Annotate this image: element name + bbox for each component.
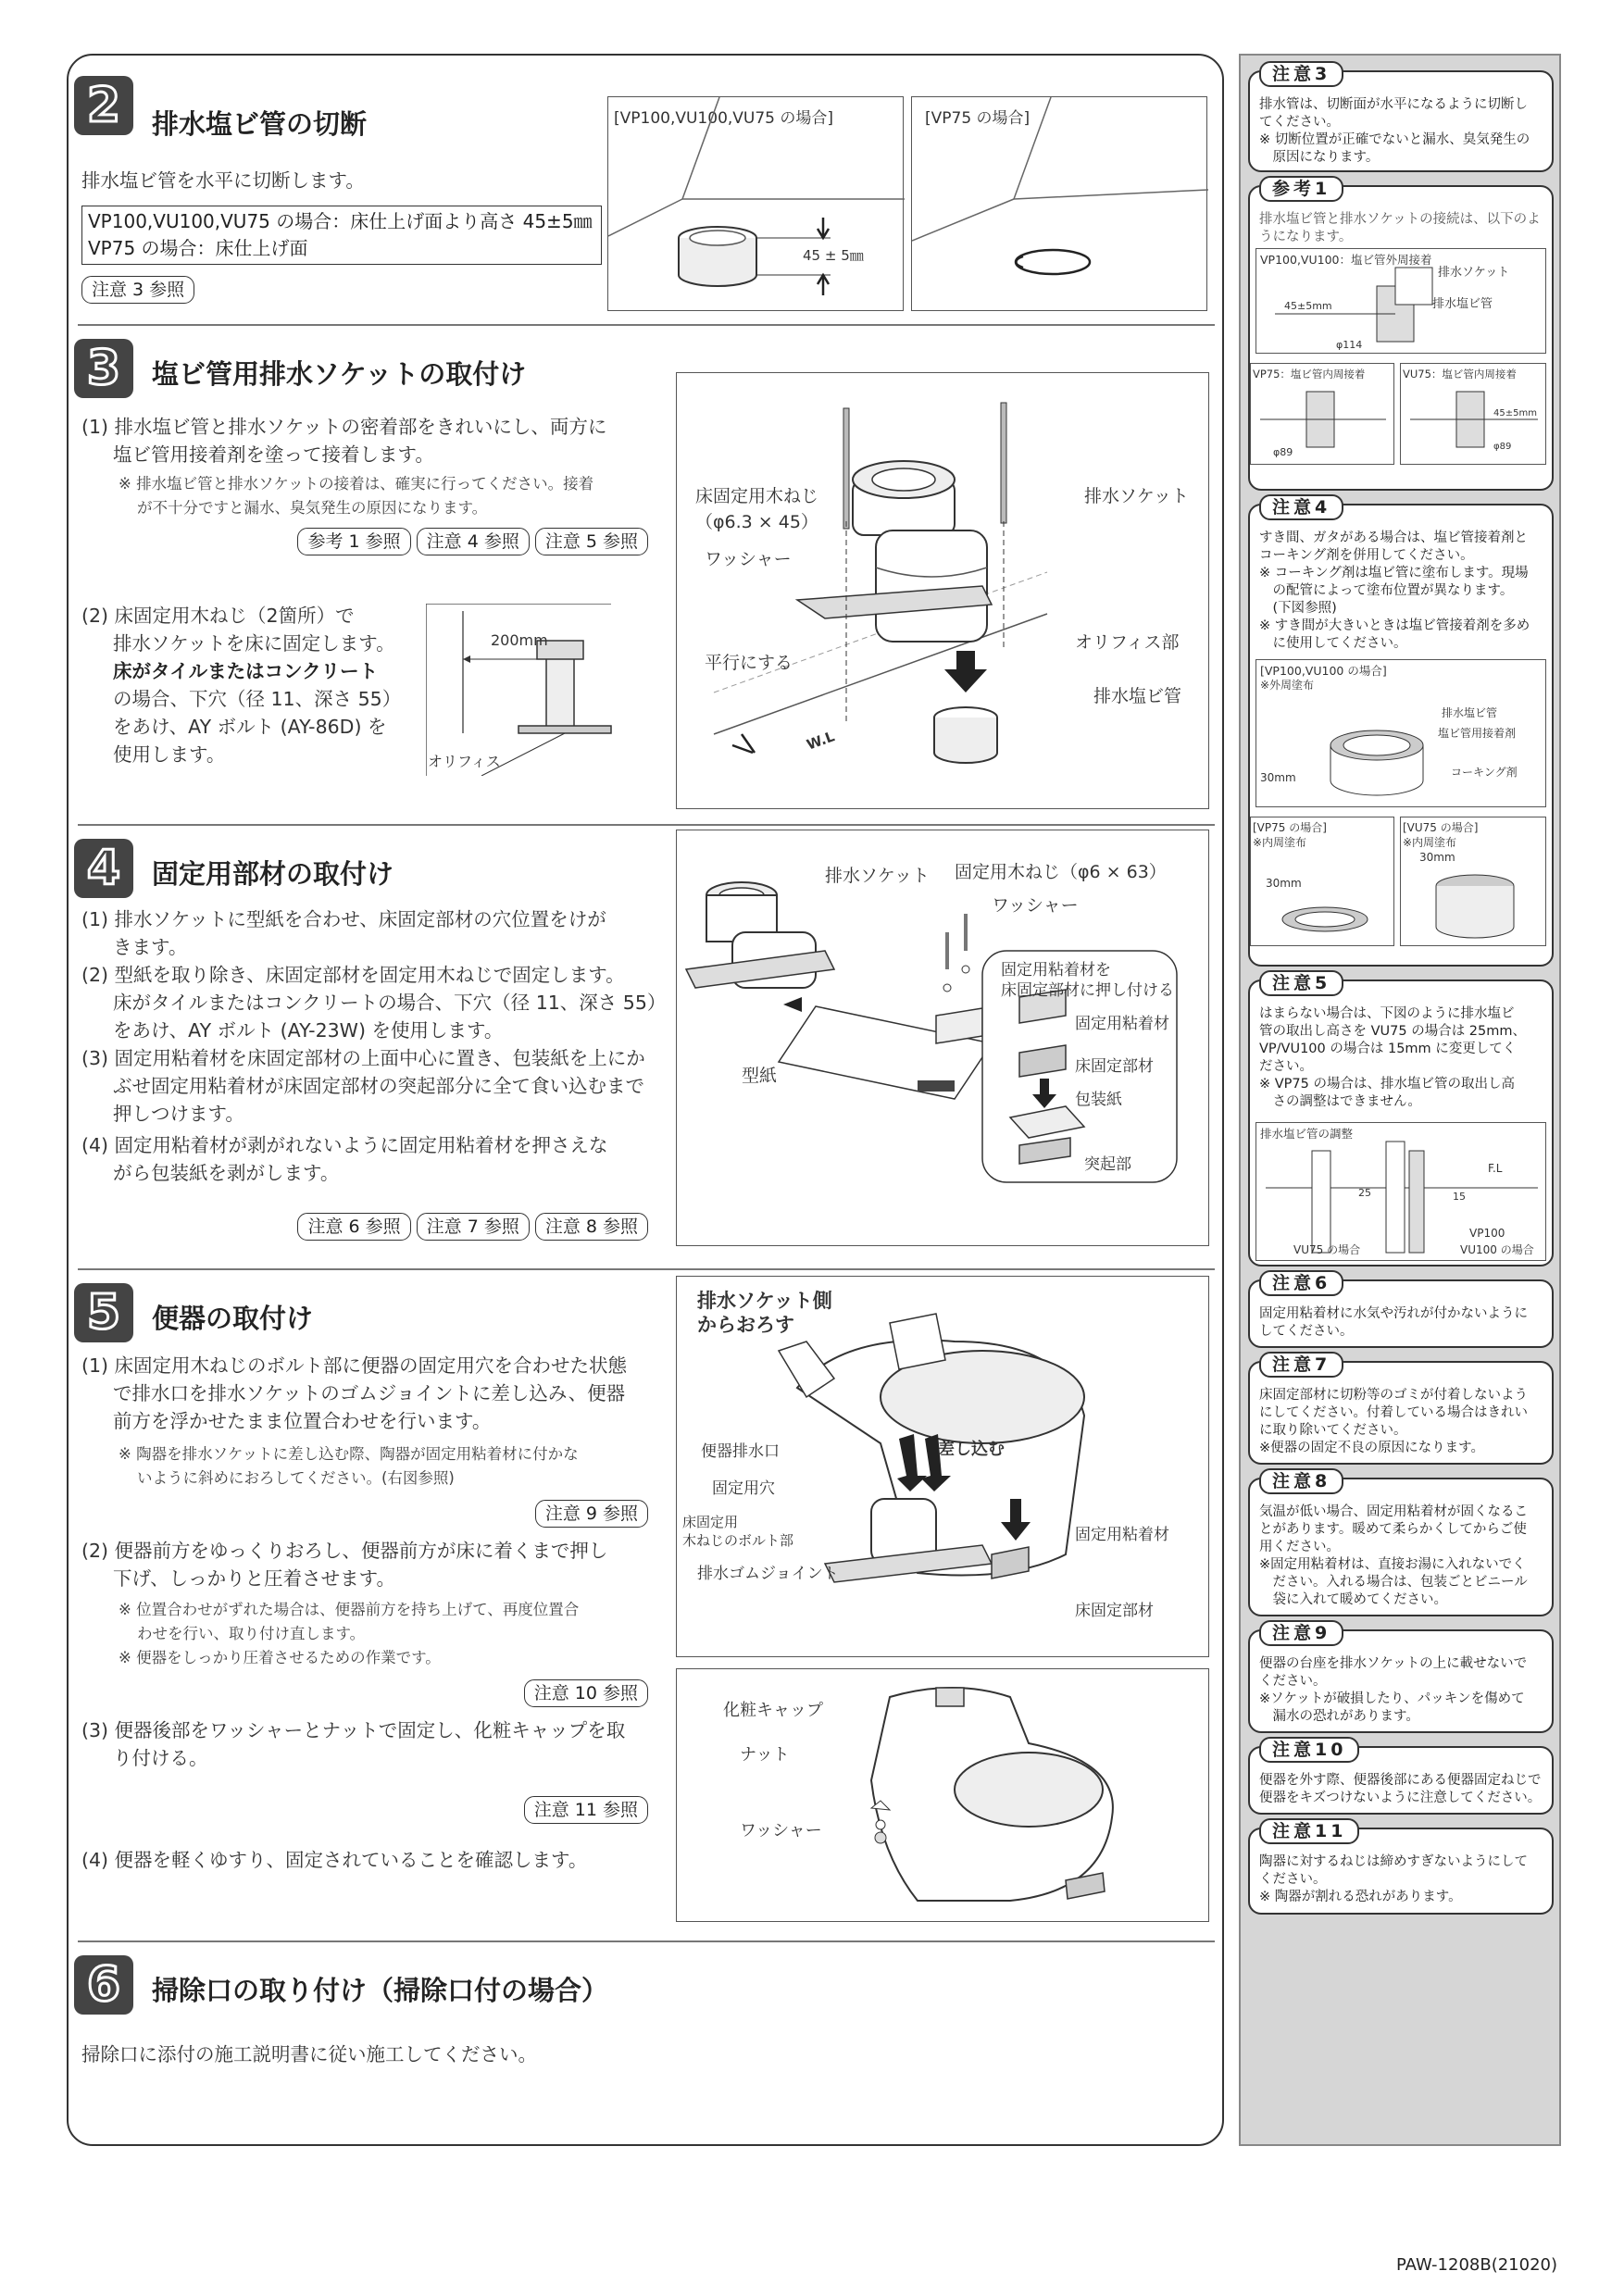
step-5-title: 便器の取付け <box>152 1303 314 1334</box>
step-2-title: 排水塩ビ管の切断 <box>152 108 368 140</box>
note-7 <box>1248 1354 1554 1465</box>
pipe-flush-illustration <box>912 97 1208 312</box>
dim-25-label: 25 <box>1358 1187 1371 1199</box>
note-line: ください。 <box>1259 1674 1327 1689</box>
step-2-diagram-vp75 <box>911 96 1207 311</box>
lower-from-socket-side-2: からおろす <box>697 1314 794 1336</box>
dim-15-label: 15 <box>1453 1191 1466 1203</box>
pipe-label: 排水塩ビ管 <box>1432 297 1493 311</box>
step-3-p2-line5: をあけ、AY ボルト (AY-86D) を <box>113 716 387 738</box>
diagram-label: [VP100,VU100,VU75 の場合] <box>614 109 834 128</box>
ref-note-9[interactable]: 注意 9 参照 <box>535 1500 648 1528</box>
fixing-hole-label: 固定用穴 <box>712 1479 775 1498</box>
note-line: コーキング剤を併用してください。 <box>1259 548 1474 563</box>
note-line: 排水管は、切断面が水平になるように切断し <box>1259 97 1528 112</box>
step-4-p2-line3: をあけ、AY ボルト (AY-23W) を使用します。 <box>113 1019 504 1042</box>
bump-label: 突起部 <box>1084 1155 1131 1174</box>
ref-note-8[interactable]: 注意 8 参照 <box>535 1213 648 1241</box>
note-line: 袋に入れて暖めてください。 <box>1259 1592 1447 1607</box>
wrapper-label: 包装紙 <box>1075 1091 1122 1109</box>
dim-label: 30mm <box>1260 771 1296 784</box>
step-3-p1-line2: 塩ビ管用接着剤を塗って接着します。 <box>113 443 434 466</box>
dim-label: 45±5mm <box>1493 408 1537 418</box>
diagram-label: [VU75 の場合] <box>1403 821 1479 834</box>
toilet-outlet-label: 便器排水口 <box>701 1442 780 1461</box>
step-6-text: 掃除口に添付の施工説明書に従い施工してください。 <box>81 2043 537 2065</box>
cut-height-label: 45 ± 5㎜ <box>803 247 864 264</box>
step-6-title: 掃除口の取り付け（掃除口付の場合） <box>152 1975 609 2006</box>
screw-size-label: （φ6.3 × 45） <box>695 512 818 532</box>
cap-label: 化粧キャップ <box>723 1701 823 1720</box>
note-line: ださい。入れる場合は、包装ごとビニール <box>1259 1575 1528 1590</box>
washer-label: ワッシャー <box>740 1821 822 1841</box>
note-line: ※ すき間が大きいときは塩ビ管接着剤を多め <box>1259 618 1530 633</box>
orifice-part-label: オリフィス部 <box>1075 632 1180 653</box>
step-5-p3-line2: り付ける。 <box>113 1747 208 1769</box>
document-code: PAW-1208B(21020) <box>1395 2255 1557 2275</box>
step-4-p4-line1: (4) 固定用粘着材が剥がれないように固定用粘着材を押さえな <box>81 1134 608 1156</box>
vu100-label: VU100 の場合 <box>1460 1243 1534 1256</box>
step-5-p1-note-line1: ※ 陶器を排水ソケットに差し込む際、陶器が固定用粘着材に付かな <box>119 1445 579 1463</box>
ref-note-7[interactable]: 注意 7 参照 <box>417 1213 530 1241</box>
step-3-badge: 3 <box>74 339 133 398</box>
note-8 <box>1248 1471 1554 1616</box>
note-line: にしてください。付着している場合はきれい <box>1259 1405 1528 1420</box>
note-4 <box>1248 497 1554 967</box>
note-line: 漏水の恐れがあります。 <box>1259 1709 1419 1724</box>
adhesive-label: 固定用粘着材 <box>1075 1526 1169 1544</box>
ref-1-tag: 参考1 <box>1259 176 1343 202</box>
step-4-p3-line3: 押しつけます。 <box>113 1103 244 1125</box>
ref-1-diagram-vp100 <box>1255 248 1546 354</box>
socket-installation-illustration <box>677 373 1210 810</box>
floor-level-label: F.L <box>1488 1162 1503 1175</box>
ref-ref-1[interactable]: 参考 1 参照 <box>297 528 410 555</box>
step-5-p1-note-line2: いように斜めにおろしてください。(右図参照) <box>137 1469 455 1487</box>
note-11 <box>1248 1821 1554 1915</box>
note-line: してください。 <box>1259 1324 1354 1339</box>
note-line: うになります。 <box>1259 230 1353 244</box>
dim-label: 45±5mm <box>1284 300 1332 312</box>
main-panel <box>67 54 1224 2146</box>
note-line: ※便器の固定不良の原因になります。 <box>1259 1441 1484 1455</box>
caulk-label: コーキング剤 <box>1451 766 1518 779</box>
note-6-tag: 注意6 <box>1259 1270 1343 1296</box>
template-label: 型紙 <box>742 1066 778 1086</box>
step-2-spec-line1: VP100,VU100,VU75 の場合：床仕上げ面より高さ 45±5㎜ <box>88 210 593 232</box>
step-3-orifice-diagram <box>426 604 630 776</box>
step-5-p1-line3: 前方を浮かせたまま位置合わせを行います。 <box>113 1410 492 1432</box>
step-4-badge: 4 <box>74 839 133 898</box>
step-2-diagram-vp100 <box>607 96 904 311</box>
note-line: に取り除いてください。 <box>1259 1423 1407 1438</box>
fixing-member-label: 床固定部材 <box>1075 1602 1154 1620</box>
note-9 <box>1248 1623 1554 1733</box>
step-2-intro: 排水塩ビ管を水平に切断します。 <box>81 169 365 192</box>
step-5-p1-line2: で排水口を排水ソケットのゴムジョイントに差し込み、便器 <box>113 1382 626 1404</box>
step-3-title: 塩ビ管用排水ソケットの取付け <box>152 358 527 390</box>
step-5-p3-line1: (3) 便器後部をワッシャーとナットで固定し、化粧キャップを取 <box>81 1719 626 1741</box>
diagram-label: [VP75 の場合] <box>925 109 1031 128</box>
adhesive-label: 固定用粘着材 <box>1075 1015 1169 1033</box>
lower-from-socket-side-1: 排水ソケット側 <box>697 1290 832 1312</box>
step-5-lowering-diagram <box>676 1276 1209 1657</box>
section-divider <box>78 1940 1215 1942</box>
socket-label: 排水ソケット <box>1438 266 1510 280</box>
diagram-label: 排水塩ビ管の調整 <box>1260 1127 1354 1141</box>
note-line: ださい。 <box>1259 1059 1313 1074</box>
note-line: すき間、ガタがある場合は、塩ビ管接着剤と <box>1259 530 1528 545</box>
note-line: 気温が低い場合、固定用粘着材が固くなるこ <box>1259 1504 1528 1519</box>
fixing-parts-illustration <box>677 830 1210 1247</box>
step-3-socket-diagram <box>676 372 1209 809</box>
diagram-label: VP75：塩ビ管内周接着 <box>1253 368 1366 381</box>
step-6-badge: 6 <box>74 1955 133 2015</box>
step-4-p1-line2: きます。 <box>113 936 188 958</box>
parallel-label: 平行にする <box>705 653 793 673</box>
step-4-refs <box>292 1213 648 1241</box>
section-divider <box>78 324 1215 326</box>
note-line: 便器をキズつけないように注意してください。 <box>1259 1791 1542 1805</box>
note-5-tag: 注意5 <box>1259 970 1343 996</box>
note-line: さの調整はできません。 <box>1259 1094 1421 1109</box>
water-level-label: W.L <box>804 728 837 754</box>
screw-label: 床固定用木ねじ <box>695 486 819 506</box>
step-5-p2-line1: (2) 便器前方をゆっくりおろし、便器前方が床に着くまで押し <box>81 1540 608 1562</box>
note-line: 管の取出し高さを VU75 の場合は 25mm、 <box>1259 1024 1527 1039</box>
step-5-p2-note2: ※ 便器をしっかり圧着させるための作業です。 <box>119 1649 441 1666</box>
pipe-label: 排水塩ビ管 <box>1442 706 1498 719</box>
diagram-label: VU75：塩ビ管内周接着 <box>1403 368 1517 381</box>
note-11-tag: 注意11 <box>1259 1818 1359 1844</box>
step-3-p2-line2: 排水ソケットを床に固定します。 <box>113 632 395 655</box>
diameter-label: φ89 <box>1493 442 1512 452</box>
diagram-sublabel: ※内周塗布 <box>1253 836 1307 849</box>
distance-label: 200mm <box>491 631 548 649</box>
note-6 <box>1248 1273 1554 1348</box>
step-4-p2-line2: 床がタイルまたはコンクリートの場合、下穴（径 11、深さ 55） <box>113 992 667 1014</box>
note-8-tag: 注意8 <box>1259 1468 1343 1494</box>
notes-sidebar <box>1239 54 1561 2146</box>
rubber-joint-label: 排水ゴムジョイント <box>697 1565 839 1583</box>
step-3-p2-line6: 使用します。 <box>113 743 226 766</box>
step-4-p1-line1: (1) 排水ソケットに型紙を合わせ、床固定部材の穴位置をけが <box>81 908 606 930</box>
note-line: はまらない場合は、下図のように排水塩ビ <box>1259 1006 1515 1021</box>
step-3-p1-note-line2: が不十分ですと漏水、臭気発生の原因になります。 <box>137 499 488 517</box>
note-5 <box>1248 973 1554 1267</box>
diagram-label: [VP75 の場合] <box>1253 821 1327 834</box>
note-line: ※ 陶器が割れる恐れがあります。 <box>1259 1890 1462 1904</box>
note-line: 便器を外す際、便器後部にある便器固定ねじで <box>1259 1773 1542 1788</box>
note-line: てください。 <box>1259 115 1340 130</box>
diameter-label: φ114 <box>1336 339 1363 351</box>
ref-note-5[interactable]: 注意 5 参照 <box>535 528 648 555</box>
note-line: ※ VP75 の場合は、排水塩ビ管の取出し高 <box>1259 1077 1515 1092</box>
step-5-p2-line2: 下げ、しっかりと圧着させます。 <box>113 1567 396 1590</box>
step-5-ref-1 <box>530 1500 648 1528</box>
step-5-badge: 5 <box>74 1283 133 1342</box>
note-line: 排水塩ビ管と排水ソケットの接続は、以下のよ <box>1259 212 1541 227</box>
note-4-diagram-vp75 <box>1250 817 1394 946</box>
note-line: ※ソケットが破損したり、パッキンを傷めて <box>1259 1691 1525 1706</box>
ref-note-11[interactable]: 注意 11 参照 <box>524 1796 648 1824</box>
note-4-diagram-vu75 <box>1400 817 1546 946</box>
ref-1 <box>1248 179 1554 491</box>
note-line: の配管によって塗布位置が異なります。 <box>1259 583 1514 598</box>
socket-label: 排水ソケット <box>1084 486 1189 506</box>
insert-label: 差し込む <box>938 1440 1005 1459</box>
diameter-label: φ89 <box>1273 446 1293 458</box>
note-7-tag: 注意7 <box>1259 1352 1343 1378</box>
note-line: 用ください。 <box>1259 1540 1340 1554</box>
step-4-title: 固定用部材の取付け <box>152 858 394 890</box>
step-3-p2-line3: 床がタイルまたはコンクリート <box>113 660 379 682</box>
washer-label: ワッシャー <box>705 549 792 569</box>
note-line: 便器の台座を排水ソケットの上に載せないで <box>1259 1656 1528 1671</box>
note-3 <box>1248 64 1554 172</box>
diagram-sublabel: ※外周塗布 <box>1260 679 1315 692</box>
step-5-p2-note1-line1: ※ 位置合わせがずれた場合は、便器前方を持ち上げて、再度位置合 <box>119 1601 580 1618</box>
section-divider <box>78 1268 1215 1270</box>
step-5-cap-diagram <box>676 1668 1209 1922</box>
note-line: に使用してください。 <box>1259 636 1407 651</box>
note-line: 固定用粘着材に水気や汚れが付かないように <box>1259 1306 1528 1321</box>
note-line: ※ 切断位置が正確でないと漏水、臭気発生の <box>1259 132 1530 147</box>
note-line: ください。 <box>1259 1872 1327 1887</box>
dim-label: 30mm <box>1266 877 1302 890</box>
step-4-fixing-diagram <box>676 830 1209 1246</box>
step-2-refs <box>76 276 194 304</box>
note-line: 陶器に対するねじは締めすぎないようにして <box>1259 1854 1528 1869</box>
diagram-label: VP100,VU100：塩ビ管外周接着 <box>1260 253 1432 267</box>
note-9-tag: 注意9 <box>1259 1620 1343 1646</box>
glue-label: 塩ビ管用接着剤 <box>1438 727 1517 740</box>
step-5-ref-3 <box>518 1796 648 1824</box>
vu75-label: VU75 の場合 <box>1293 1243 1361 1256</box>
ref-note-10[interactable]: 注意 10 参照 <box>524 1679 648 1707</box>
note-4-tag: 注意4 <box>1259 494 1343 520</box>
nut-label: ナット <box>740 1745 790 1765</box>
press-label-1: 固定用粘着材を <box>1001 961 1111 980</box>
step-5-p4: (4) 便器を軽くゆすり、固定されていることを確認します。 <box>81 1849 588 1871</box>
diagram-label: [VP100,VU100 の場合] <box>1260 664 1387 678</box>
ref-1-diagram-vp75 <box>1250 363 1394 465</box>
step-3-p2-line1: (2) 床固定用木ねじ（2箇所）で <box>81 605 355 627</box>
ref-note-4[interactable]: 注意 4 参照 <box>417 528 530 555</box>
note-line: ※ コーキング剤は塩ビ管に塗布します。現場 <box>1259 566 1529 580</box>
ref-1-diagram-vu75 <box>1400 363 1546 465</box>
note-line: 床固定部材に切粉等のゴミが付着しないよう <box>1259 1388 1528 1403</box>
bolt-label-2: 木ねじのボルト部 <box>682 1532 794 1549</box>
step-2-badge: 2 <box>74 76 133 135</box>
step-4-p2-line1: (2) 型紙を取り除き、床固定部材を固定用木ねじで固定します。 <box>81 964 625 986</box>
pipe-cut-illustration <box>608 97 905 312</box>
step-2-spec-line2: VP75 の場合：床仕上げ面 <box>88 237 308 259</box>
step-2-spec-box <box>81 206 602 265</box>
socket-label: 排水ソケット <box>825 866 930 886</box>
pipe-label: 排水塩ビ管 <box>1093 686 1182 706</box>
section-divider <box>78 824 1215 826</box>
diagram-sublabel: ※内周塗布 <box>1403 836 1457 849</box>
inner-coating-illustration <box>1401 817 1547 947</box>
note-10 <box>1248 1740 1554 1815</box>
note-10-tag: 注意10 <box>1259 1737 1359 1763</box>
orifice-label: オリフィス <box>428 753 501 770</box>
step-5-ref-2 <box>518 1679 648 1707</box>
step-4-p3-line1: (3) 固定用粘着材を床固定部材の上面中心に置き、包装紙を上にか <box>81 1047 645 1069</box>
dim-label: 30mm <box>1419 851 1455 864</box>
step-5-p2-note1-line2: わせを行い、取り付け直します。 <box>137 1625 366 1642</box>
step-3-refs <box>292 528 648 555</box>
step-5-p1-line1: (1) 床固定用木ねじのボルト部に便器の固定用穴を合わせた状態 <box>81 1354 628 1377</box>
step-4-p3-line2: ぶせ固定用粘着材が床固定部材の突起部分に全て食い込むまで <box>113 1075 644 1097</box>
note-line: (下図参照) <box>1259 601 1337 616</box>
screw-label: 固定用木ねじ（φ6 × 63） <box>955 862 1167 882</box>
washer-label: ワッシャー <box>992 895 1079 916</box>
note-line: とがあります。暖めて柔らかくしてからご使 <box>1259 1522 1527 1537</box>
note-3-tag: 注意3 <box>1259 61 1343 87</box>
vp100-label: VP100 <box>1469 1227 1505 1240</box>
step-3-p1-line1: (1) 排水塩ビ管と排水ソケットの密着部をきれいにし、両方に <box>81 416 607 438</box>
step-3-p1-note-line1: ※ 排水塩ビ管と排水ソケットの接着は、確実に行ってください。接着 <box>119 475 594 493</box>
ref-note-6[interactable]: 注意 6 参照 <box>297 1213 410 1241</box>
note-line: VP/VU100 の場合は 15mm に変更してく <box>1259 1042 1517 1056</box>
fixing-member-label: 床固定部材 <box>1075 1057 1154 1076</box>
step-4-p4-line2: がら包装紙を剥がします。 <box>113 1162 340 1184</box>
press-label-2: 床固定部材に押し付ける <box>1001 981 1174 1000</box>
ref-note-3[interactable]: 注意 3 参照 <box>81 276 194 304</box>
bolt-label-1: 床固定用 <box>682 1514 739 1530</box>
note-4-diagram-vp100 <box>1255 659 1546 807</box>
note-line: 原因になります。 <box>1259 150 1380 165</box>
note-5-diagram <box>1255 1122 1546 1261</box>
step-3-p2-line4: の場合、下穴（径 11、深さ 55） <box>113 688 402 710</box>
note-line: ※固定用粘着材は、直接お湯に入れないでく <box>1259 1557 1526 1572</box>
